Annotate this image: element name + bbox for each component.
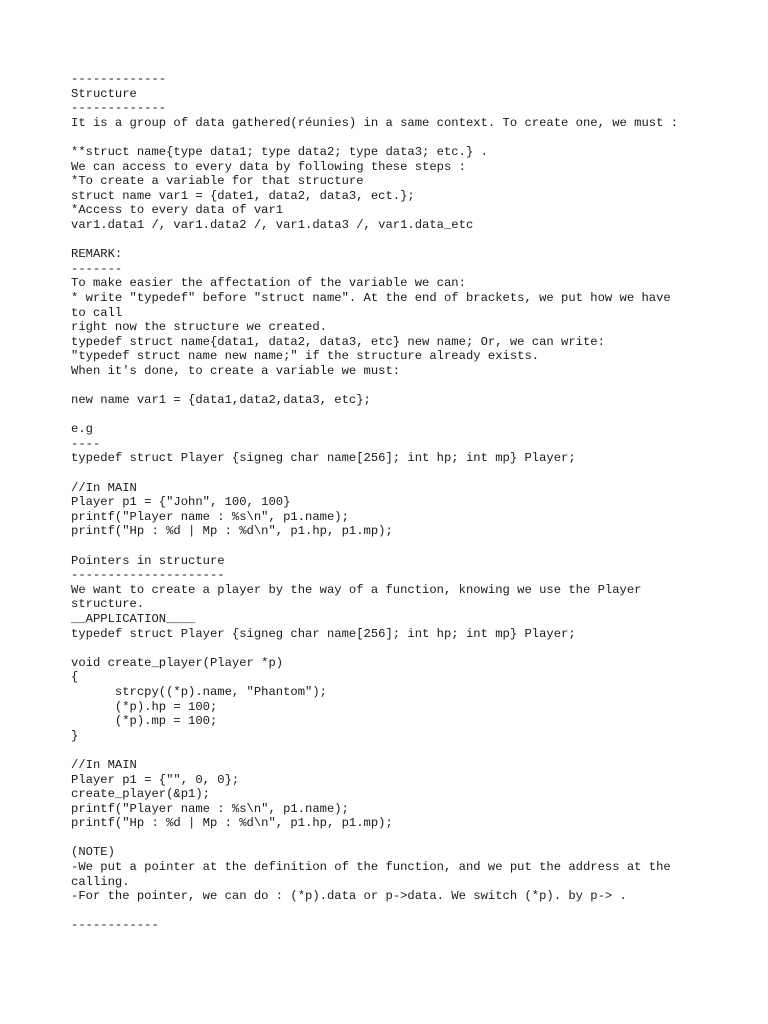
text-line: //In MAIN bbox=[71, 757, 137, 772]
text-line: ------------ bbox=[71, 918, 159, 933]
text-line: *To create a variable for that structure bbox=[71, 174, 364, 189]
text-line: strcpy((*p).name, "Phantom"); bbox=[71, 684, 327, 699]
text-line bbox=[71, 130, 711, 145]
text-line bbox=[71, 743, 711, 758]
text-line: Player p1 = {"John", 100, 100} bbox=[71, 495, 291, 510]
text-line: We can access to every data by following these steps : bbox=[71, 159, 466, 174]
text-line: structure. bbox=[71, 597, 145, 612]
text-line: } bbox=[71, 728, 79, 743]
text-line: typedef struct name{data1, data2, data3, etc} new name; Or, we can write: bbox=[71, 334, 605, 349]
text-line bbox=[71, 233, 711, 248]
text-line: It is a group of data gathered(réunies) in a same context. To create one, we must : bbox=[71, 115, 679, 130]
text-line: To make easier the affectation of the variable we can: bbox=[71, 276, 466, 291]
text-line bbox=[71, 641, 711, 656]
text-line: __APPLICATION____ bbox=[71, 611, 196, 626]
text-line: Pointers in structure bbox=[71, 553, 225, 568]
text-line: calling. bbox=[71, 874, 130, 889]
text-line bbox=[71, 539, 711, 554]
text-line: *Access to every data of var1 bbox=[71, 203, 284, 218]
text-line: We want to create a player by the way of a function, knowing we use the Player bbox=[71, 582, 642, 597]
text-line bbox=[71, 831, 711, 846]
text-line: (*p).mp = 100; bbox=[71, 714, 218, 729]
text-line: typedef struct Player {signeg char name[256]; int hp; int mp} Player; bbox=[71, 626, 576, 641]
text-line: right now the structure we created. bbox=[71, 320, 327, 335]
text-line: printf("Hp : %d | Mp : %d\n", p1.hp, p1.mp); bbox=[71, 816, 393, 831]
text-line: void create_player(Player *p) bbox=[71, 655, 284, 670]
text-line: printf("Hp : %d | Mp : %d\n", p1.hp, p1.mp); bbox=[71, 524, 393, 539]
text-line: **struct name{type data1; type data2; type data3; etc.} . bbox=[71, 144, 488, 159]
text-line: struct name var1 = {date1, data2, data3, ect.}; bbox=[71, 188, 415, 203]
text-line: REMARK: bbox=[71, 247, 123, 262]
text-line: var1.data1 /, var1.data2 /, var1.data3 /, var1.data_etc bbox=[71, 217, 474, 232]
text-line: ---- bbox=[71, 436, 101, 451]
text-line: "typedef struct name new name;" if the structure already exists. bbox=[71, 349, 540, 364]
text-line: ------------- bbox=[71, 72, 167, 86]
text-line: -We put a pointer at the definition of the function, and we put the address at the bbox=[71, 860, 671, 875]
text-line: typedef struct Player {signeg char name[256]; int hp; int mp} Player; bbox=[71, 451, 576, 466]
text-line bbox=[71, 466, 711, 481]
document-page bbox=[71, 72, 711, 933]
text-line: new name var1 = {data1,data2,data3, etc}; bbox=[71, 393, 371, 408]
text-line: { bbox=[71, 670, 79, 685]
text-line bbox=[71, 408, 711, 423]
text-line: Structure bbox=[71, 86, 137, 101]
text-line: * write "typedef" before "struct name". At the end of brackets, we put how we have bbox=[71, 290, 671, 305]
text-line: Player p1 = {"", 0, 0}; bbox=[71, 772, 240, 787]
text-line: create_player(&p1); bbox=[71, 787, 210, 802]
text-line bbox=[71, 378, 711, 393]
text-line: -For the pointer, we can do : (*p).data or p->data. We switch (*p). by p-> . bbox=[71, 889, 627, 904]
text-line: //In MAIN bbox=[71, 480, 137, 495]
text-line: ------------- bbox=[71, 101, 167, 116]
text-line bbox=[71, 904, 711, 919]
text-line: (NOTE) bbox=[71, 845, 115, 860]
text-line: When it's done, to create a variable we must: bbox=[71, 363, 401, 378]
text-line: printf("Player name : %s\n", p1.name); bbox=[71, 801, 349, 816]
text-line: printf("Player name : %s\n", p1.name); bbox=[71, 509, 349, 524]
text-line: (*p).hp = 100; bbox=[71, 699, 218, 714]
text-line: to call bbox=[71, 305, 123, 320]
text-line: e.g bbox=[71, 422, 93, 437]
text-line: --------------------- bbox=[71, 568, 225, 583]
text-line: ------- bbox=[71, 261, 123, 276]
